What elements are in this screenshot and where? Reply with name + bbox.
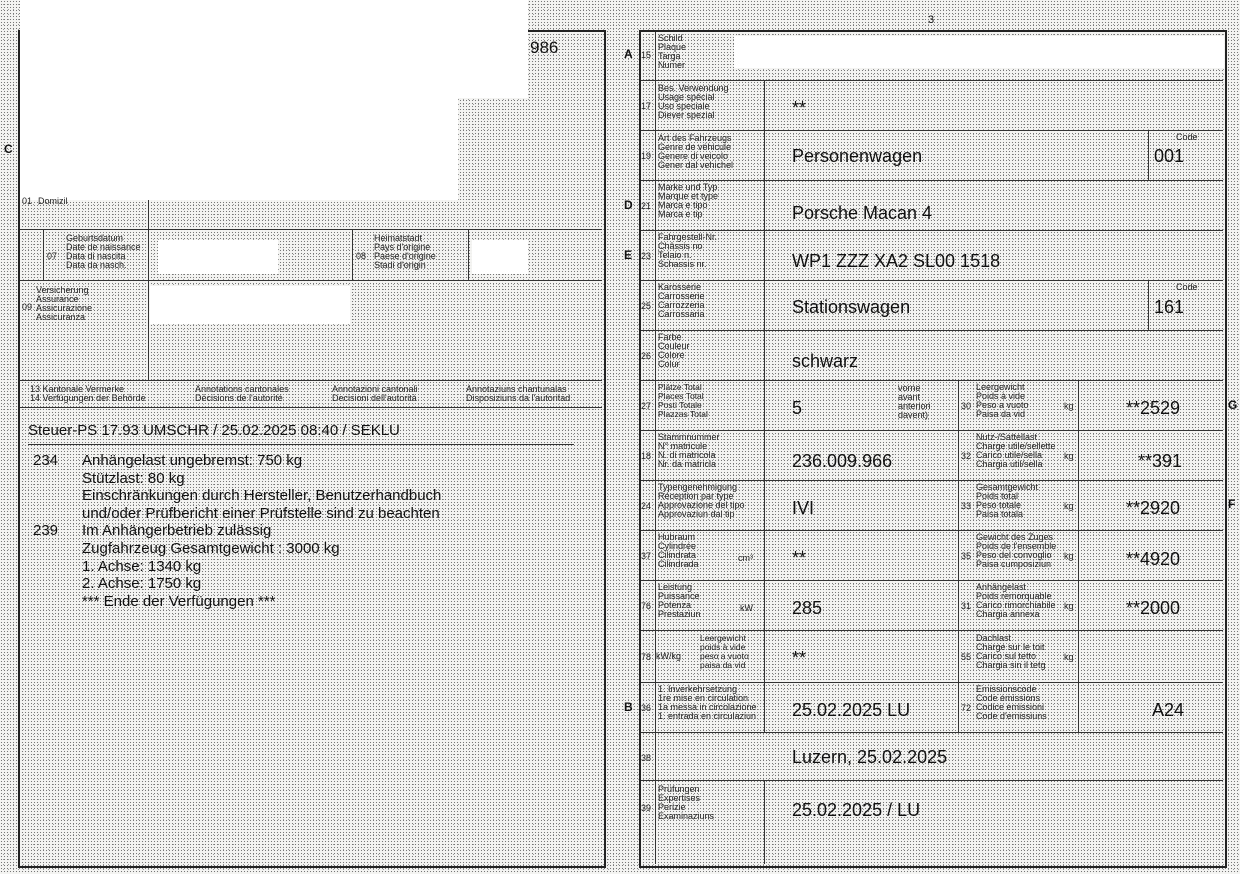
divider — [148, 200, 149, 280]
field-25-value: Stationswagen — [792, 297, 911, 317]
field-17-value: ** — [792, 98, 807, 118]
divider — [1148, 280, 1149, 330]
field-25-label: Karosserie Carrosserie Carrozzeria Carrossaria — [658, 282, 705, 319]
divider — [468, 229, 469, 280]
field-23-label: Fahrgestell-Nr. Châssis no Telaio n. Schassis nr. — [658, 232, 718, 269]
field-18-label: Stammnummer N° matricule N. di matricola Nr. da matricla — [658, 432, 720, 469]
divider — [641, 430, 1223, 431]
field-08-label: Heimatstadt Pays d'origine Paese d'origine Stadi d'origin — [374, 233, 436, 270]
field-38-number: 38 — [641, 753, 652, 763]
field-78-number: 78 — [641, 652, 652, 662]
field-23-value: WP1 ZZZ XA2 SL00 1518 — [792, 251, 1001, 271]
divider — [43, 229, 44, 280]
field-25-number: 25 — [641, 301, 652, 311]
remark-code: 239 — [33, 522, 59, 540]
divider — [28, 444, 574, 445]
field-78-value: ** — [792, 648, 807, 668]
divider — [352, 229, 353, 280]
field-35-unit: kg — [1064, 551, 1074, 561]
divider — [641, 480, 1223, 481]
divider — [1148, 130, 1149, 180]
field-39-value: 25.02.2025 / LU — [792, 800, 921, 820]
field-21-label: Marke und Typ Marque et type Marca e tipo Marca e tip — [658, 182, 719, 219]
field-33-value: **2920 — [1126, 498, 1181, 518]
divider — [20, 280, 602, 281]
field-30-number: 30 — [961, 401, 972, 411]
field-08-number: 08 — [356, 251, 367, 261]
field-19-number: 19 — [641, 151, 652, 161]
edge-letter-e: E — [624, 248, 633, 262]
field-35-label: Gewicht des Zuges Poids de l'ensemble Peso del convoglio Paisa cumposiziun — [976, 532, 1057, 569]
remark-text: Einschränkungen durch Hersteller, Benutzerhandbuch — [82, 487, 442, 505]
field-32-value: **391 — [1138, 451, 1183, 471]
field-21-value: Porsche Macan 4 — [792, 203, 933, 223]
field-13-label-rm: Annotaziuns chantunalas Disposiziuns da l'autoritad — [466, 384, 571, 403]
field-33-number: 33 — [961, 501, 972, 511]
edge-letter-f: F — [1228, 497, 1236, 511]
divider — [641, 780, 1223, 781]
field-21-number: 21 — [641, 201, 652, 211]
field-01-label: Domizil — [38, 196, 68, 206]
field-13-label-de: 13 Kantonale Vermerke 14 Verfügungen der Behörde — [30, 384, 146, 403]
redaction-plate — [734, 36, 1224, 68]
page-number-right: 3 — [928, 14, 935, 26]
field-39-number: 39 — [641, 803, 652, 813]
field-36-label: 1. Inverkehrsetzung 1re mise en circulation 1a messa in circolazione 1. entrada en circulaziun — [658, 684, 757, 721]
field-17-number: 17 — [641, 101, 652, 111]
field-25-code: 161 — [1154, 297, 1185, 317]
field-37-label: Hubraum Cylindrée Cilindrata Cilindrada — [658, 532, 699, 569]
field-26-number: 26 — [641, 351, 652, 361]
field-33-unit: kg — [1064, 501, 1074, 511]
field-36-value: 25.02.2025 LU — [792, 700, 911, 720]
field-76-unit: kW — [740, 603, 753, 613]
tax-line: Steuer-PS 17.93 UMSCHR / 25.02.2025 08:40 / SEKLU — [28, 422, 400, 439]
field-27-label: Plätze Total Places Total Posti Totale Plazzas Total — [658, 382, 708, 419]
field-24-value: IVI — [792, 498, 815, 518]
divider — [641, 280, 1223, 281]
field-01-number: 01 — [22, 196, 33, 206]
remark-text: Stützlast: 80 kg — [82, 469, 185, 487]
field-37-value: ** — [792, 548, 807, 568]
divider — [641, 732, 1223, 733]
divider — [641, 630, 1223, 631]
divider — [764, 780, 765, 864]
redaction-holder-block — [20, 96, 458, 200]
field-38-value: Luzern, 25.02.2025 — [792, 747, 948, 767]
edge-letter-b: B — [624, 700, 633, 714]
edge-letter-c: C — [4, 142, 13, 156]
remark-text: *** Ende der Verfügungen *** — [82, 592, 276, 610]
field-31-unit: kg — [1064, 601, 1074, 611]
field-33-label: Gesamtgewicht Poids total Peso totale Paisa totala — [976, 482, 1039, 519]
divider — [641, 130, 1223, 131]
field-19-label: Art des Fahrzeugs Genre de véhicule Genere di veicolo Gener dal vehichel — [658, 133, 734, 170]
remark-text: Zugfahrzeug Gesamtgewicht : 3000 kg — [82, 540, 340, 557]
divider — [641, 530, 1223, 531]
field-13-label-it: Annotazioni cantonali Decisioni dell'autorità — [332, 384, 418, 403]
field-19-code: 001 — [1154, 146, 1185, 166]
remark-text: und/oder Prüfbericht einer Prüfstelle sind zu beachten — [82, 504, 440, 522]
field-30-value: **2529 — [1126, 398, 1181, 418]
edge-letter-a: A — [624, 47, 633, 61]
field-55-number: 55 — [961, 652, 972, 662]
field-35-number: 35 — [961, 551, 972, 561]
field-32-unit: kg — [1064, 451, 1074, 461]
field-30-unit: kg — [1064, 401, 1074, 411]
field-32-label: Nutz-/Sattellast Charge utile/sellette Carico utile/sella Chargia util/sella — [976, 432, 1056, 469]
field-07-number: 07 — [47, 251, 58, 261]
field-72-label: Emissionscode Code émissions Codice emissioni Code d'emissiuns — [976, 684, 1047, 721]
field-36-number: 36 — [641, 703, 652, 713]
field-24-label: Typengenehmigung Réception par type Approvazione del tipo Approvaziun dal tip — [658, 482, 745, 519]
divider — [641, 682, 1223, 683]
divider — [641, 80, 1223, 81]
field-07-label: Geburtsdatum Date de naissance Data di nascita Data da nasch. — [66, 233, 141, 270]
divider — [641, 580, 1223, 581]
field-35-value: **4920 — [1126, 549, 1181, 569]
field-72-number: 72 — [961, 703, 972, 713]
redaction-origin — [472, 240, 528, 274]
field-26-value: schwarz — [792, 351, 859, 371]
field-26-label: Farbe Couleur Colore Colur — [658, 332, 690, 369]
field-27-number: 27 — [641, 401, 652, 411]
field-18-value: 236.009.966 — [792, 451, 893, 471]
divider — [20, 229, 602, 230]
field-17-label: Bes. Verwendung Usage spécial Uso speciale Diever spezial — [658, 83, 729, 120]
field-19-code-label: Code — [1176, 132, 1198, 142]
redaction-insurance — [150, 286, 350, 324]
field-31-value: **2000 — [1126, 598, 1181, 618]
field-31-number: 31 — [961, 601, 972, 611]
divider — [641, 230, 1223, 231]
divider — [1078, 380, 1079, 732]
edge-letter-g: G — [1228, 398, 1238, 412]
field-15-label: Schild Plaque Targa Numer — [658, 33, 687, 70]
remark-text: Im Anhängerbetrieb zulässig — [82, 522, 272, 540]
field-27-value: 5 — [792, 398, 803, 418]
field-32-number: 32 — [961, 451, 972, 461]
field-24-number: 24 — [641, 501, 652, 511]
divider — [641, 380, 1223, 381]
field-30-label: Leergewicht Poids à vide Peso a vuoto Paisa da vid — [976, 382, 1029, 419]
divider — [20, 380, 602, 381]
field-76-label: Leistung Puissance Potenza Prestaziun — [658, 582, 701, 619]
field-37-number: 37 — [641, 551, 652, 561]
field-55-label: Dachlast Charge sur le toit Carico sul tetto Chargia sin il tetg — [976, 633, 1046, 670]
field-72-value: A24 — [1152, 700, 1185, 720]
field-39-label: Prüfungen Expertises Perizie Examinaziuns — [658, 784, 715, 821]
remark-code: 234 — [33, 452, 59, 469]
remark-text: 2. Achse: 1750 kg — [82, 575, 202, 593]
redaction-birthdate — [158, 240, 278, 274]
divider — [958, 380, 959, 732]
divider — [20, 407, 602, 408]
field-31-label: Anhängelast Poids remorquable Carico rimorchiabile Chargia annexa — [976, 582, 1056, 619]
remark-text: Anhängelast ungebremst: 750 kg — [82, 452, 303, 469]
divider — [764, 80, 765, 732]
field-37-unit: cm³ — [738, 553, 753, 563]
edge-letter-d: D — [624, 198, 633, 212]
divider — [641, 330, 1223, 331]
field-78-label: kW/kg — [656, 651, 682, 661]
field-55-unit: kg — [1064, 652, 1074, 662]
field-13-label-fr: Annotations cantonales Décisions de l'autorité — [195, 384, 289, 403]
divider — [641, 180, 1223, 181]
divider — [148, 280, 149, 380]
field-19-value: Personenwagen — [792, 146, 923, 166]
field-18-number: 18 — [641, 451, 652, 461]
redaction-top-left — [20, 0, 528, 98]
field-76-value: 285 — [792, 598, 823, 618]
field-76-number: 76 — [641, 601, 652, 611]
field-27-front-label: vorne avant anteriori davent) — [898, 383, 931, 420]
field-09-label: Versicherung Assurance Assicurazione Assicuranza — [36, 285, 93, 322]
field-15-number: 15 — [641, 50, 652, 60]
divider — [655, 32, 656, 864]
field-78-sublabel: Leergewicht poids à vide peso a vuoto paisa da vid — [700, 633, 749, 670]
field-09-number: 09 — [22, 302, 33, 312]
field-23-number: 23 — [641, 251, 652, 261]
remark-text: 1. Achse: 1340 kg — [82, 557, 202, 575]
field-25-code-label: Code — [1176, 282, 1198, 292]
top-partial-number: 986 — [530, 38, 559, 57]
